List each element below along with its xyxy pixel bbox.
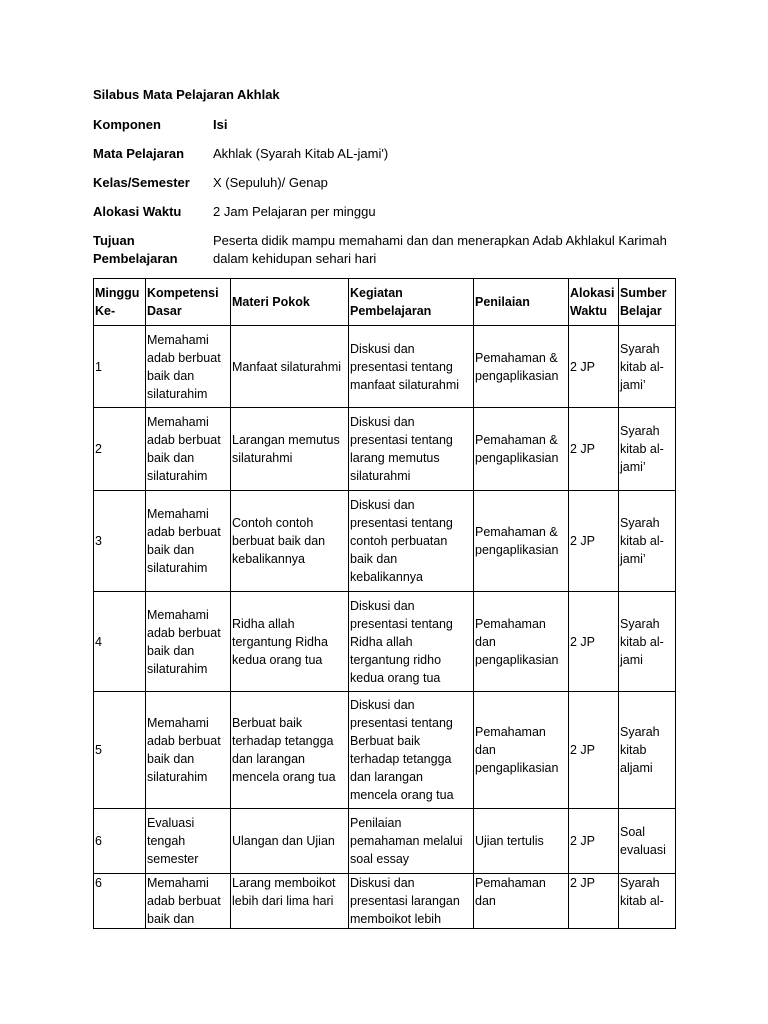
table-row <box>94 692 676 809</box>
cell-alokasi-waktu: 2 JP <box>569 592 619 692</box>
info-value: 2 Jam Pelajaran per minggu <box>213 204 376 219</box>
info-label: Alokasi Waktu <box>93 204 182 219</box>
cell-materi-pokok: Ulangan dan Ujian <box>231 809 349 874</box>
cell-kompetensi-dasar: Evaluasi tengah semester <box>146 809 231 874</box>
header-alokasi-waktu: Alokasi Waktu <box>569 279 619 326</box>
cell-minggu-ke: 2 <box>94 408 146 491</box>
cell-sumber-belajar: Syarah kitab al-jami <box>619 592 676 692</box>
info-value: X (Sepuluh)/ Genap <box>213 175 328 190</box>
cell-kompetensi-dasar: Memahami adab berbuat baik dan silaturahim <box>146 326 231 408</box>
cell-kompetensi-dasar: Memahami adab berbuat baik dan silaturahim <box>146 592 231 692</box>
info-row-kelas-semester <box>93 174 683 192</box>
info-row-komponen <box>93 116 683 134</box>
cell-minggu-ke: 5 <box>94 692 146 809</box>
header-kompetensi-dasar: Kompetensi Dasar <box>146 279 231 326</box>
cell-kegiatan-pembelajaran: Penilaian pemahaman melalui soal essay <box>349 809 474 874</box>
syllabus-table <box>93 278 676 929</box>
cell-kegiatan-pembelajaran: Diskusi dan presentasi larangan memboikot lebih <box>349 874 474 929</box>
cell-kegiatan-pembelajaran: Diskusi dan presentasi tentang contoh perbuatan baik dan kebalikannya <box>349 491 474 592</box>
cell-penilaian: Pemahaman dan pengaplikasian <box>474 692 569 809</box>
info-label: Komponen <box>93 117 161 132</box>
cell-minggu-ke: 3 <box>94 491 146 592</box>
cell-materi-pokok: Larangan memutus silaturahmi <box>231 408 349 491</box>
cell-kegiatan-pembelajaran: Diskusi dan presentasi tentang Berbuat baik terhadap tetangga dan larangan mencela orang tua <box>349 692 474 809</box>
cell-penilaian: Pemahaman dan <box>474 874 569 929</box>
table-header-row <box>94 279 676 326</box>
cell-kompetensi-dasar: Memahami adab berbuat baik dan silaturahim <box>146 692 231 809</box>
cell-alokasi-waktu: 2 JP <box>569 408 619 491</box>
cell-alokasi-waktu: 2 JP <box>569 692 619 809</box>
table-row <box>94 408 676 491</box>
info-label: Tujuan Pembelajaran <box>93 233 178 266</box>
cell-sumber-belajar: Syarah kitab al-jami’ <box>619 408 676 491</box>
header-penilaian: Penilaian <box>474 279 569 326</box>
cell-kegiatan-pembelajaran: Diskusi dan presentasi tentang Ridha allah tergantung ridho kedua orang tua <box>349 592 474 692</box>
cell-kegiatan-pembelajaran: Diskusi dan presentasi tentang manfaat silaturahmi <box>349 326 474 408</box>
cell-sumber-belajar: Syarah kitab aljami <box>619 692 676 809</box>
cell-kompetensi-dasar: Memahami adab berbuat baik dan silaturahim <box>146 491 231 592</box>
cell-alokasi-waktu: 2 JP <box>569 809 619 874</box>
cell-materi-pokok: Larang memboikot lebih dari lima hari <box>231 874 349 929</box>
cell-sumber-belajar: Soal evaluasi <box>619 809 676 874</box>
info-row-alokasi-waktu <box>93 203 683 221</box>
table-row <box>94 592 676 692</box>
info-label: Mata Pelajaran <box>93 146 185 161</box>
cell-alokasi-waktu: 2 JP <box>569 491 619 592</box>
cell-minggu-ke: 4 <box>94 592 146 692</box>
cell-sumber-belajar: Syarah kitab al-jami’ <box>619 491 676 592</box>
table-body <box>94 326 676 929</box>
cell-penilaian: Ujian tertulis <box>474 809 569 874</box>
cell-penilaian: Pemahaman & pengaplikasian <box>474 491 569 592</box>
cell-kompetensi-dasar: Memahami adab berbuat baik dan silaturahim <box>146 408 231 491</box>
table-row <box>94 326 676 408</box>
table-row <box>94 491 676 592</box>
info-row-tujuan-pembelajaran <box>93 232 683 268</box>
cell-alokasi-waktu: 2 JP <box>569 326 619 408</box>
info-value: Akhlak (Syarah Kitab AL-jami') <box>213 146 389 161</box>
header-kegiatan-pembelajaran: Kegiatan Pembelajaran <box>349 279 474 326</box>
cell-materi-pokok: Ridha allah tergantung Ridha kedua orang tua <box>231 592 349 692</box>
cell-kegiatan-pembelajaran: Diskusi dan presentasi tentang larang memutus silaturahmi <box>349 408 474 491</box>
cell-alokasi-waktu: 2 JP <box>569 874 619 929</box>
cell-materi-pokok: Manfaat silaturahmi <box>231 326 349 408</box>
cell-kompetensi-dasar: Memahami adab berbuat baik dan <box>146 874 231 929</box>
cell-sumber-belajar: Syarah kitab al- <box>619 874 676 929</box>
cell-penilaian: Pemahaman & pengaplikasian <box>474 326 569 408</box>
table-row <box>94 874 676 929</box>
document-title: Silabus Mata Pelajaran Akhlak <box>93 87 280 102</box>
header-sumber-belajar: Sumber Belajar <box>619 279 676 326</box>
cell-minggu-ke: 6 <box>94 809 146 874</box>
cell-minggu-ke: 6 <box>94 874 146 929</box>
info-label: Kelas/Semester <box>93 175 190 190</box>
header-minggu-ke: Minggu Ke- <box>94 279 146 326</box>
header-materi-pokok: Materi Pokok <box>231 279 349 326</box>
cell-penilaian: Pemahaman dan pengaplikasian <box>474 592 569 692</box>
cell-materi-pokok: Contoh contoh berbuat baik dan kebalikannya <box>231 491 349 592</box>
info-value: Isi <box>213 117 228 132</box>
cell-sumber-belajar: Syarah kitab al-jami’ <box>619 326 676 408</box>
cell-minggu-ke: 1 <box>94 326 146 408</box>
table-row <box>94 809 676 874</box>
info-value: Peserta didik mampu memahami dan dan menerapkan Adab Akhlakul Karimah dalam kehidupan sehari hari <box>213 233 667 266</box>
cell-materi-pokok: Berbuat baik terhadap tetangga dan larangan mencela orang tua <box>231 692 349 809</box>
info-row-mata-pelajaran <box>93 145 683 163</box>
cell-penilaian: Pemahaman & pengaplikasian <box>474 408 569 491</box>
